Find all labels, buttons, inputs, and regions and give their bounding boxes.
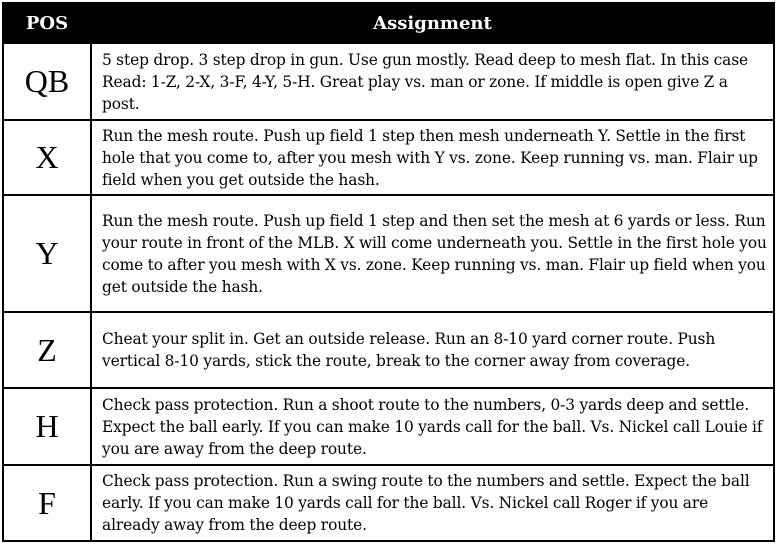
assignment-text: Check pass protection. Run a shoot route to the numbers, 0-3 yards deep and settle. Expect the ball early. If you can make 10 yards call for the ball. Vs. Nickel call Louie if you are away from the deep route.: [102, 395, 763, 458]
assignment-cell: [91, 312, 774, 388]
assignment-cell: [91, 120, 774, 195]
header-row: [3, 3, 774, 43]
pos-cell: X: [3, 120, 91, 195]
assignment-text: Run the mesh route. Push up field 1 step then mesh underneath Y. Settle in the first hole that you come to, after you mesh with Y vs. zone. Keep running vs. man. Flair up field when you get outside the hash.: [102, 126, 758, 189]
pos-cell: Y: [3, 195, 91, 312]
assignment-table: [2, 2, 775, 542]
assignment-text: Check pass protection. Run a swing route to the numbers and settle. Expect the ball early. If you can make 10 yards call for the ball. Vs. Nickel call Roger if you are already away from the deep route.: [102, 472, 750, 534]
table-row-h: [3, 388, 774, 465]
assignment-cell: [91, 465, 774, 541]
pos-cell: H: [3, 388, 91, 465]
table-row-y: [3, 195, 774, 312]
assignment-cell: [91, 388, 774, 465]
assignment-cell: [91, 195, 774, 312]
table-row-z: [3, 312, 774, 388]
table-row-qb: [3, 43, 774, 120]
assignment-text: Run the mesh route. Push up field 1 step and then set the mesh at 6 yards or less. Run your route in front of the MLB. X will come underneath you. Settle in the first hole you come to after you mesh with X vs. zone. Keep running vs. man. Flair up field when you get outside the hash.: [102, 211, 767, 296]
pos-cell: Z: [3, 312, 91, 388]
assignment-cell: [91, 43, 774, 120]
table-row-f: [3, 465, 774, 541]
assignment-text: 5 step drop. 3 step drop in gun. Use gun mostly. Read deep to mesh flat. In this case Read: 1-Z, 2-X, 3-F, 4-Y, 5-H. Great play vs. man or zone. If middle is open give Z a post.: [102, 50, 749, 113]
pos-cell: F: [3, 465, 91, 541]
header-pos: POS: [3, 3, 91, 43]
table-row-x: [3, 120, 774, 195]
header-assignment: Assignment: [91, 3, 774, 43]
pos-cell: QB: [3, 43, 91, 120]
assignment-text: Cheat your split in. Get an outside release. Run an 8-10 yard corner route. Push vertical 8-10 yards, stick the route, break to the corner away from coverage.: [102, 330, 716, 370]
